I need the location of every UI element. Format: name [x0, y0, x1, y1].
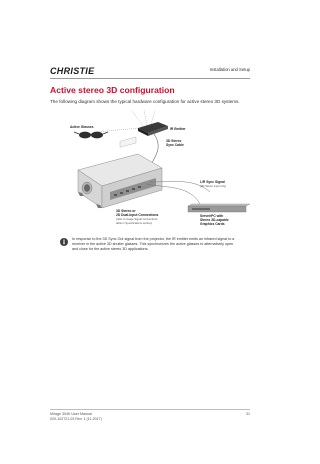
lr-sync-label-1: L/R Sync Signal: [200, 180, 225, 184]
inputs-label-1: 3D Stereo or: [116, 209, 136, 213]
inputs-label-2: 2D Dual-Input Connections: [116, 213, 159, 217]
server-label-1: Server/PC with: [200, 214, 224, 218]
info-icon: [60, 238, 68, 246]
intro-paragraph: The following diagram shows the typical hardware configuration for active stereo 3D systems.: [50, 99, 240, 104]
active-glasses: [74, 132, 108, 139]
note-text: [72, 237, 234, 252]
page-number: 31: [246, 412, 250, 416]
inputs-label-4: table in Specifications section): [116, 222, 153, 225]
info-note: [60, 237, 255, 255]
note-line-1: In response to the 3D Sync Out signal from the projector, the IR emitter emits an infrared signal to a: [72, 237, 235, 241]
page-title: Active stereo 3D configuration: [50, 85, 175, 95]
footer-doc-number: 020-102721-03 Rev. 1 (11-2017): [50, 417, 102, 421]
server-label-3: Graphics Cards: [200, 222, 225, 226]
header-rule: [50, 78, 250, 79]
sync-cable-label-1: 3D Stereo: [166, 139, 182, 143]
server-pc: [188, 204, 250, 212]
inputs-label-3: (refer to Image Signal Connections: [116, 218, 158, 221]
christie-logo: CHRISTIE: [50, 66, 95, 76]
ir-emitter-label: IR Emitter: [170, 127, 186, 131]
active-glasses-label: Active Glasses: [70, 125, 94, 129]
footer-doc-title: Mirage 304K User Manual: [50, 412, 92, 416]
sync-cable-label-2: Sync Cable: [166, 143, 184, 147]
lr-sync-label-2: (3D Stereo input only): [200, 185, 227, 188]
server-label-2: Stereo 3D-capable: [200, 218, 229, 222]
footer-doc-info: [50, 412, 102, 422]
stereo-3d-diagram: [50, 108, 255, 228]
ir-emitter: [138, 122, 168, 136]
footer-rule: [50, 409, 250, 410]
note-line-3: and close for the active stereo 3D applications.: [72, 247, 149, 251]
projector: [78, 137, 162, 208]
section-label: Installation and Setup: [209, 67, 250, 72]
note-line-2: receiver in the active 3D shutter glasses. This synchronizes the active glasses to alternatively open: [72, 242, 234, 246]
